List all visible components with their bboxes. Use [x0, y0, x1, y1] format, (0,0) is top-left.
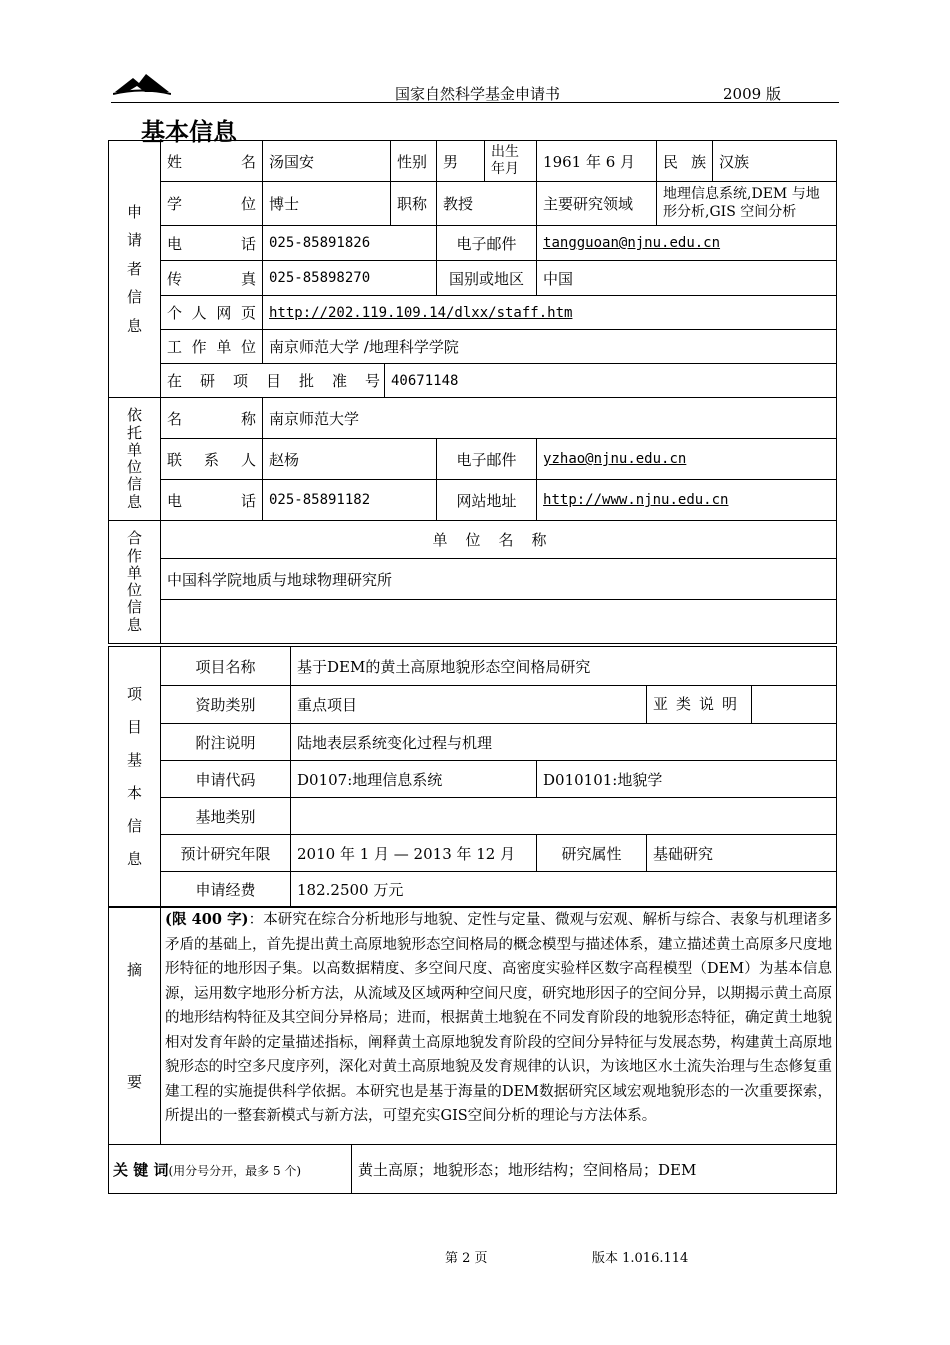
footer-version: 版本 1.016.114 [592, 1251, 689, 1266]
phone-value: 025-85891826 [263, 226, 437, 261]
keywords-hint: (用分号分开，最多 5 个) [168, 1163, 302, 1178]
code-label: 申请代码 [161, 761, 291, 798]
contact-value: 赵杨 [263, 439, 437, 480]
fax-label: 传真 [161, 261, 263, 296]
side-char: 息 [126, 492, 142, 511]
note-value: 陆地表层系统变化过程与机理 [291, 724, 837, 761]
abstract-side-label [109, 908, 161, 1145]
country-value: 中国 [537, 261, 837, 296]
employer-label: 工作单位 [161, 330, 263, 364]
abstract-body [161, 908, 837, 1145]
degree-value: 博士 [263, 182, 391, 226]
birth-label: 出生年月 [485, 141, 537, 182]
period-label: 预计研究年限 [161, 835, 291, 872]
applicant-side-label [109, 141, 161, 398]
phone-label: 电话 [161, 226, 263, 261]
email-label: 电子邮件 [437, 226, 537, 261]
budget-value: 182.2500 万元 [291, 872, 837, 907]
basic-info-table [108, 140, 837, 644]
side-char: 者 [126, 259, 142, 278]
homepage-link[interactable]: http://202.119.109.14/dlxx/staff.htm [263, 296, 837, 330]
project-name-value: 基于DEM的黄土高原地貌形态空间格局研究 [291, 647, 837, 686]
host-name-value: 南京师范大学 [263, 398, 837, 439]
contact-label: 联系人 [161, 439, 263, 480]
header-version: 2009 版 [723, 85, 781, 103]
side-char: 依 [126, 406, 142, 425]
funding-type-value: 重点项目 [291, 686, 647, 724]
field-label: 主要研究领域 [537, 182, 657, 226]
host-email-label: 电子邮件 [437, 439, 537, 480]
field-value: 地理信息系统,DEM 与地形分析,GIS 空间分析 [657, 182, 837, 226]
keywords-table [108, 1144, 837, 1194]
side-char: 单 [126, 563, 142, 582]
coop-side-label [109, 521, 161, 644]
side-char: 息 [126, 615, 142, 634]
section-title: 基本信息 [141, 118, 237, 146]
side-char: 信 [126, 598, 142, 617]
coop-header: 单位名称 [161, 521, 837, 559]
funding-type-label: 资助类别 [161, 686, 291, 724]
host-name-label: 名称 [161, 398, 263, 439]
attribute-value: 基础研究 [647, 835, 837, 872]
country-label: 国别或地区 [437, 261, 537, 296]
side-char: 信 [126, 288, 142, 307]
gender-value: 男 [437, 141, 485, 182]
header-title: 国家自然科学基金申请书 [395, 85, 561, 103]
fax-value: 025-85898270 [263, 261, 437, 296]
code2-value: D010101:地貌学 [537, 761, 837, 798]
title-label: 职称 [391, 182, 437, 226]
name-value: 汤国安 [263, 141, 391, 182]
project-side-label [109, 647, 161, 907]
host-email-link[interactable]: yzhao@njnu.edu.cn [537, 439, 837, 480]
side-char: 信 [126, 816, 142, 835]
subcategory-cell [647, 686, 837, 724]
footer-page: 第 2 页 [445, 1251, 488, 1266]
period-value: 2010 年 1 月 — 2013 年 12 月 [291, 835, 537, 872]
host-phone-value: 025-85891182 [263, 480, 437, 521]
keywords-label: 关 键 词 [113, 1160, 169, 1179]
degree-label: 学位 [161, 182, 263, 226]
side-char: 息 [126, 849, 142, 868]
employer-value: 南京师范大学 /地理科学学院 [263, 330, 837, 364]
coop-unit-row [161, 600, 837, 644]
keywords-value: 黄土高原；地貌形态；地形结构；空间格局；DEM [352, 1145, 837, 1194]
base-value [291, 798, 837, 835]
side-char: 基 [126, 750, 142, 769]
project-info-table [108, 646, 837, 907]
nsfc-logo-icon [113, 70, 171, 98]
host-phone-label: 电话 [161, 480, 263, 521]
abstract-table [108, 907, 837, 1145]
website-link[interactable]: http://www.njnu.edu.cn [537, 480, 837, 521]
side-char: 息 [126, 316, 142, 335]
homepage-label: 个人网页 [161, 296, 263, 330]
note-label: 附注说明 [161, 724, 291, 761]
subcategory-label: 亚类说明 [647, 686, 752, 723]
budget-label: 申请经费 [161, 872, 291, 907]
abstract-text: ：本研究在综合分析地形与地貌、定性与定量、微观与宏观、解析与综合、表象与机理诸多矛盾的基础上，首先提出黄土高原地貌形态空间格局的概念模型与描述体系，建立描述黄土高原多尺度地形特征的地形因子集。以高数据精度、多空间尺度、高密度实验样区数字高程模型（DEM）为基本信息源，运用数字地形分析方法，从流域及区域两种空间尺度，研究地形因子的空间分异，以期揭示黄土高原的地形结构特征及其空间分异格局；进而，根据黄土地貌在不同发育阶段的地貌形态特征，确定黄土地貌相对发育年龄的定量描述指标，阐释黄土高原地貌发育阶段的空间分异特征与发展态势，构建黄土高原地貌形态的时空多尺度序列，深化对黄土高原地貌及发育规律的认识，为该地区水土流失治理与生态修复重建工程的实施提供科学依据。本研究也是基于海量的DEM数据研究区域宏观地貌形态的一次重要探索，所提出的一整套新模式与新方法，可望充实GIS空间分析的理论与方法体系。 [165, 912, 832, 1124]
email-link[interactable]: tangguoan@njnu.edu.cn [537, 226, 837, 261]
side-char: 单 [126, 440, 142, 459]
attribute-label: 研究属性 [537, 835, 647, 872]
keywords-label-cell [109, 1145, 352, 1194]
ongoing-label: 在研项目批准号 [161, 364, 385, 398]
ethnicity-label: 民族 [657, 141, 713, 182]
abstract-limit: (限 400 字) [165, 911, 249, 928]
side-char: 作 [126, 546, 142, 565]
side-char: 要 [126, 1073, 142, 1091]
website-label: 网站地址 [437, 480, 537, 521]
base-label: 基地类别 [161, 798, 291, 835]
side-char: 摘 [126, 960, 142, 979]
side-char: 目 [126, 717, 142, 736]
side-char: 项 [126, 684, 142, 703]
code1-value: D0107:地理信息系统 [291, 761, 537, 798]
title-value: 教授 [437, 182, 537, 226]
side-char: 位 [126, 581, 142, 599]
side-char: 请 [126, 231, 142, 250]
project-name-label: 项目名称 [161, 647, 291, 686]
side-char: 托 [126, 423, 142, 442]
header-rule [111, 102, 839, 103]
coop-unit-row: 中国科学院地质与地球物理研究所 [161, 559, 837, 600]
side-char: 本 [126, 783, 142, 802]
host-side-label [109, 398, 161, 521]
ethnicity-value: 汉族 [713, 141, 837, 182]
side-char: 信 [126, 475, 142, 494]
side-char: 合 [126, 529, 142, 548]
ongoing-value: 40671148 [385, 364, 837, 398]
gender-label: 性别 [391, 141, 437, 182]
side-char: 位 [126, 458, 142, 476]
side-char: 申 [126, 202, 142, 221]
name-label: 姓名 [161, 141, 263, 182]
birth-value: 1961 年 6 月 [537, 141, 657, 182]
